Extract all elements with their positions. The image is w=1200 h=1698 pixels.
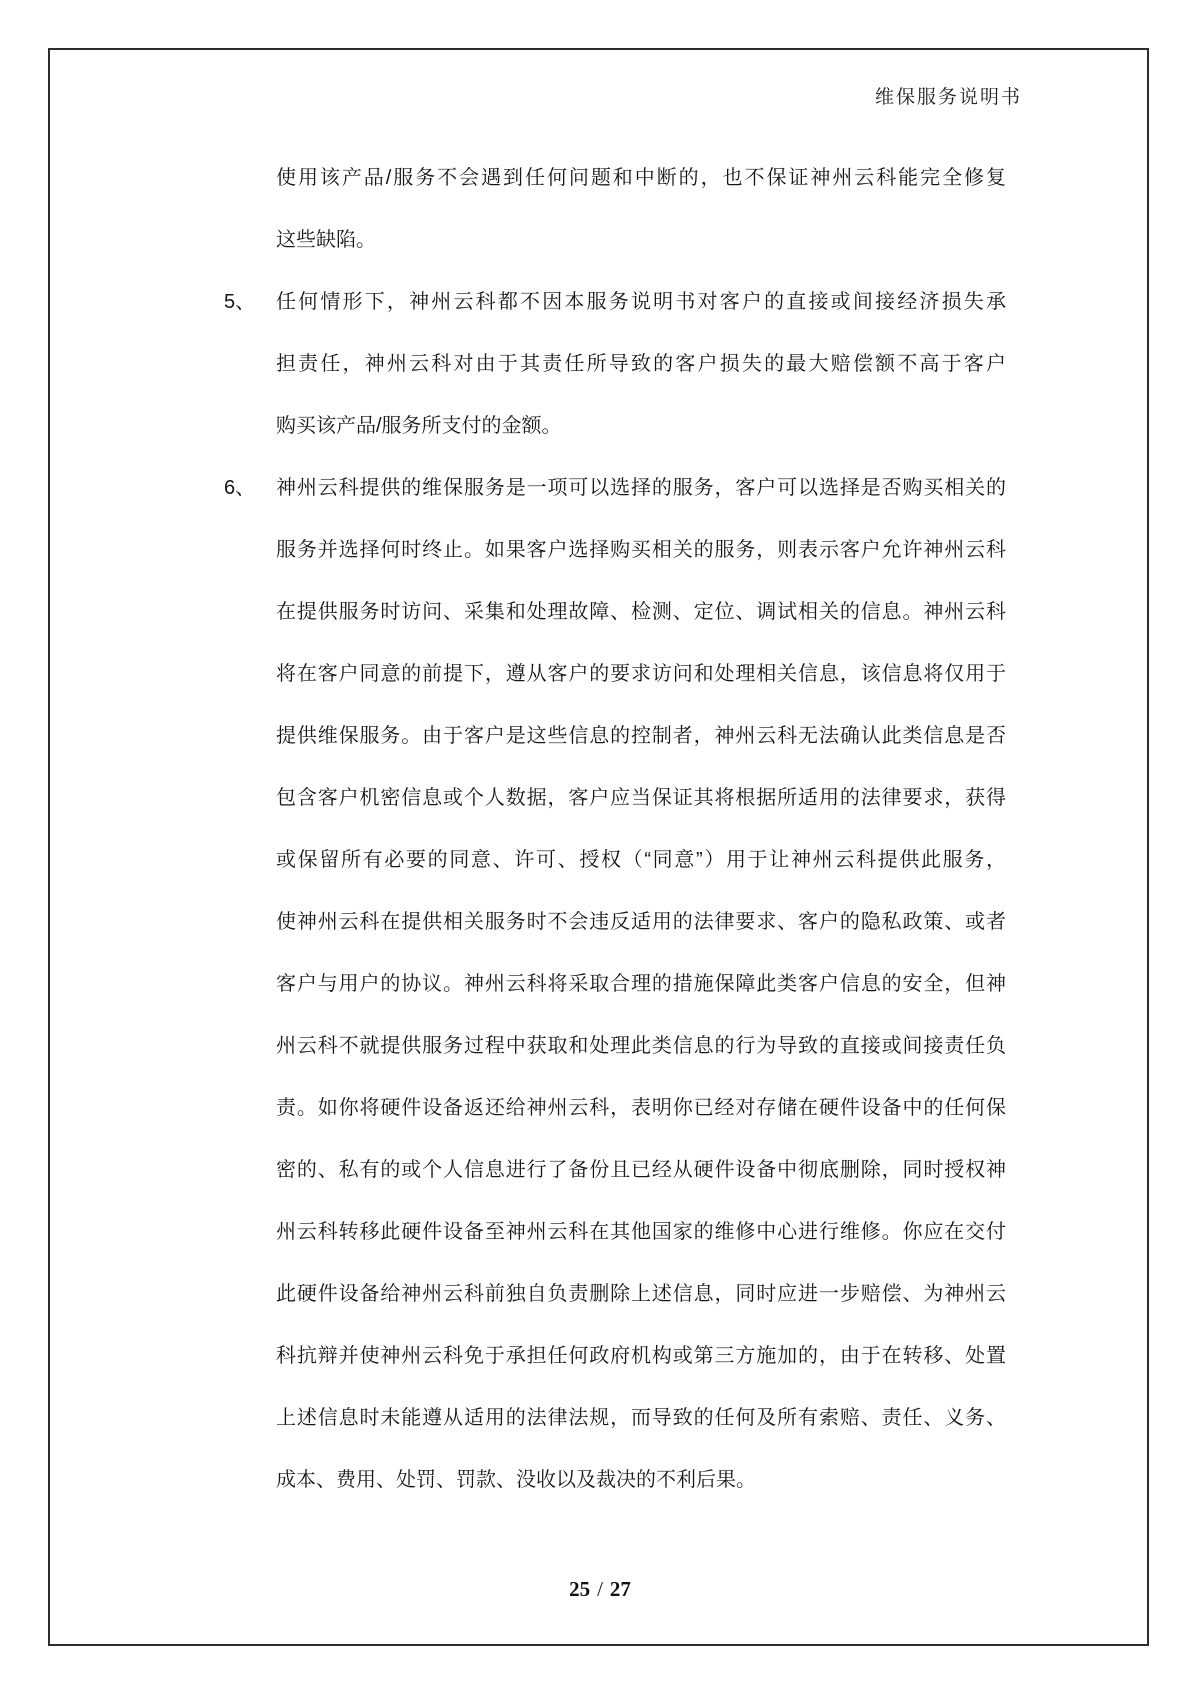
document-body [224,147,1006,1511]
list-number: 6、 [224,477,256,499]
text-line: 或保留所有必要的同意、许可、授权（“同意”）用于让神州云科提供此服务， [276,849,1006,871]
list-item [224,271,1006,457]
list-number: 5、 [224,291,256,313]
text-line: 成本、费用、处罚、罚款、没收以及裁决的不利后果。 [276,1469,756,1491]
text-line: 使用该产品/服务不会遇到任何问题和中断的，也不保证神州云科能完全修复 [276,167,1006,189]
doc-title: 维保服务说明书 [874,87,1022,108]
text-line: 担责任，神州云科对由于其责任所导致的客户损失的最大赔偿额不高于客户 [276,353,1006,375]
paragraph-lines [276,457,1006,1511]
text-line: 州云科不就提供服务过程中获取和处理此类信息的行为导致的直接或间接责任负 [276,1035,1006,1057]
text-line: 将在客户同意的前提下，遵从客户的要求访问和处理相关信息，该信息将仅用于 [276,663,1006,685]
text-line: 提供维保服务。由于客户是这些信息的控制者，神州云科无法确认此类信息是否 [276,725,1006,747]
text-line: 购买该产品/服务所支付的金额。 [276,415,562,437]
page-number-separator: / [597,1577,603,1601]
text-line: 任何情形下，神州云科都不因本服务说明书对客户的直接或间接经济损失承 [276,291,1006,313]
text-line: 责。如你将硬件设备返还给神州云科，表明你已经对存储在硬件设备中的任何保 [276,1097,1006,1119]
page-number-total: 27 [609,1577,631,1601]
paragraph-lines [276,147,1006,271]
text-line: 客户与用户的协议。神州云科将采取合理的措施保障此类客户信息的安全，但神 [276,973,1006,995]
text-line: 上述信息时未能遵从适用的法律法规，而导致的任何及所有索赔、责任、义务、 [276,1407,1006,1429]
text-line: 神州云科提供的维保服务是一项可以选择的服务，客户可以选择是否购买相关的 [276,477,1006,499]
paragraph-lines [276,271,1006,457]
page-number-current: 25 [569,1577,591,1601]
paragraph-continuation [224,147,1006,271]
text-line: 科抗辩并使神州云科免于承担任何政府机构或第三方施加的，由于在转移、处置 [276,1345,1006,1367]
list-item [224,457,1006,1511]
text-line: 在提供服务时访问、采集和处理故障、检测、定位、调试相关的信息。神州云科 [276,601,1006,623]
text-line: 此硬件设备给神州云科前独自负责删除上述信息，同时应进一步赔偿、为神州云 [276,1283,1006,1305]
text-line: 这些缺陷。 [276,229,376,251]
page-header [0,82,1022,109]
text-line: 服务并选择何时终止。如果客户选择购买相关的服务，则表示客户允许神州云科 [276,539,1006,561]
text-line: 包含客户机密信息或个人数据，客户应当保证其将根据所适用的法律要求，获得 [276,787,1006,809]
text-line: 州云科转移此硬件设备至神州云科在其他国家的维修中心进行维修。你应在交付 [276,1221,1006,1243]
text-line: 使神州云科在提供相关服务时不会违反适用的法律要求、客户的隐私政策、或者 [276,911,1006,933]
text-line: 密的、私有的或个人信息进行了备份且已经从硬件设备中彻底删除，同时授权神 [276,1159,1006,1181]
page-footer [0,1577,1200,1602]
